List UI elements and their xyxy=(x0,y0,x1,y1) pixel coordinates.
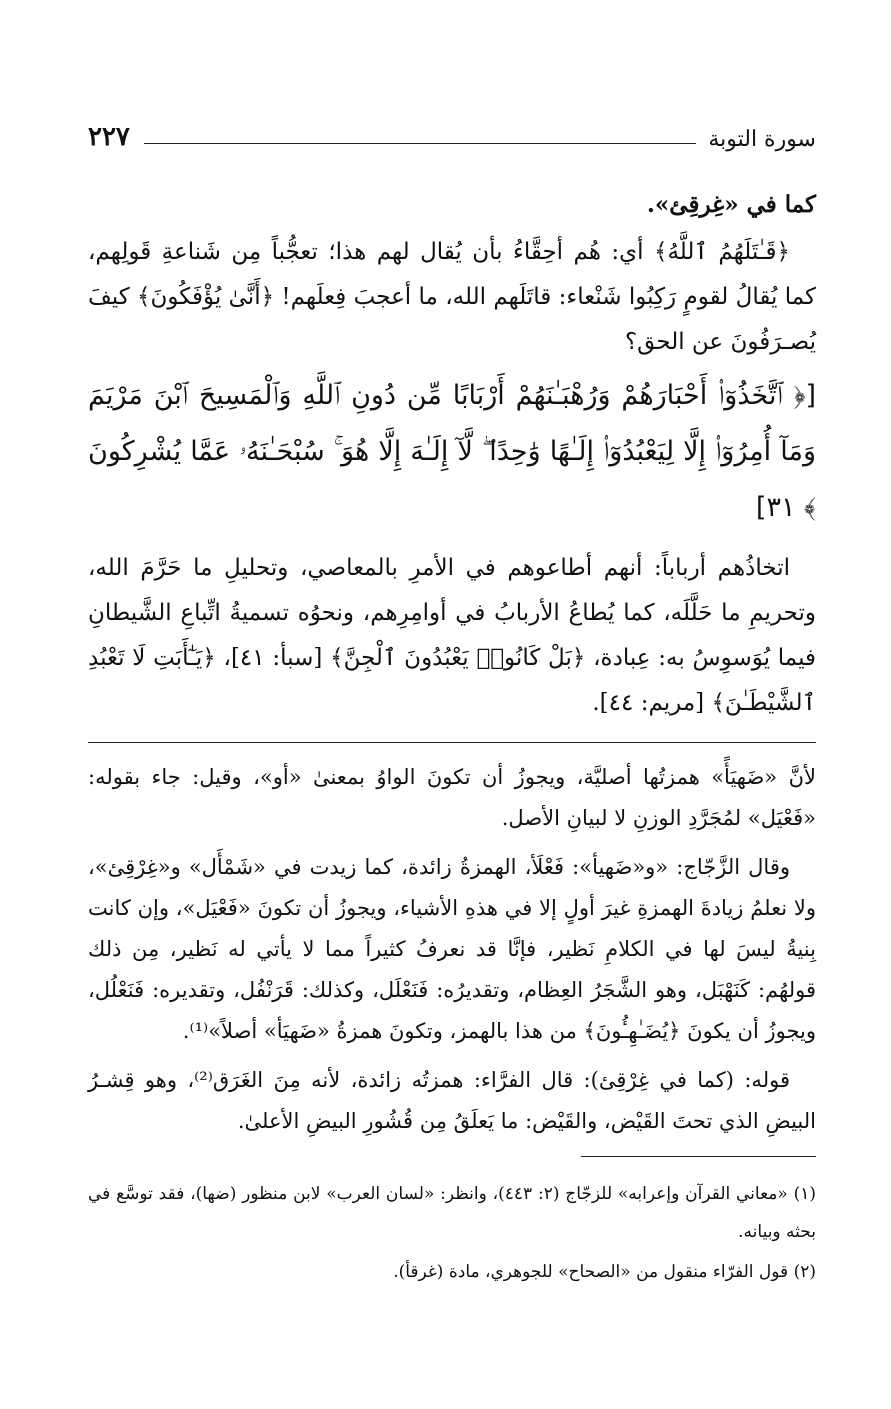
footnote-2: (٢) قول الفرّاء منقول من «الصحاح» للجوهري، مادة (غرقأ). xyxy=(393,1262,816,1282)
book-page xyxy=(88,108,816,1293)
gloss-paragraph-3: قوله: (كما في غِرْقِئ): قال الفرَّاء: همزتُه زائدة، لأنه مِنَ الغَرَق⁽²⁾، وهو قِشـرُ البيضِ الذي تحتَ القَيْض، والقَيْض: ما يَعلَقُ مِن قُشُورِ البيضِ الأعلىٰ. xyxy=(88,1068,816,1133)
main-paragraph-2: ﴿قَـٰتَلَهُمُ ٱللَّهُ﴾ أي: هُم أحِقَّاءُ بأن يُقال لهم هذا؛ تعجُّباً مِن شَناعةِ قَولِهم، كما يُقالُ لقومٍ رَكِبُوا شَنْعاء: قاتَلَهم الله، ما أعجبَ فِعلَهم! ﴿أَنَّىٰ يُؤْفَكُونَ﴾ كيفَ يُصـرَفُونَ عن الحق؟ xyxy=(88,239,816,355)
main-paragraph-3: اتخاذُهم أرباباً: أنهم أطاعوهم في الأمرِ بالمعاصي، وتحليلِ ما حَرَّمَ الله، وتحريمِ ما حَلَّلَه، كما يُطاعُ الأربابُ في أوامِرِهم، ونحوُه تسميةُ اتِّباعِ الشَّيطانِ فيما يُوَسوِسُ به: عِبادة، ﴿بَلْ كَانُوا۟ يَعْبُدُونَ ٱلْجِنَّ﴾ [سبأ: ٤١]، ﴿يَـٰٓأَبَتِ لَا تَعْبُدِ ٱلشَّيْطَـٰنَ﴾ [مريم: ٤٤]. xyxy=(88,555,816,716)
surah-title: سورة التوبة xyxy=(708,127,816,152)
header-rule xyxy=(144,143,696,144)
footnotes xyxy=(88,1175,816,1291)
page-header xyxy=(88,108,816,152)
gloss-paragraph-2: وقال الزَّجّاج: «و«ضَهيأ»: فَعْلَأ، الهمزةُ زائدة، كما زيدت في «شَمْأَل» و«غِرْقِئ»، ولا نعلمُ زيادةَ الهمزةِ غيرَ أولٍ إلا في هذهِ الأشياء، ويجوزُ أن تكونَ «فَعْيَل»، وإن كانت بِنيةُ ليسَ لها في الكلامِ نَظير، فإنَّا قد نعرفُ كثيراً مما لا يأتي له نَظير، مِن ذلك قولهُم: كَنَهْبَل، وهو الشَّجَرُ العِظام، وتقديرُه: فَنَعْلَل، وكذلك: قَرَنْفُل، وتقديره: فَنَعْلُل، ويجوزُ أن يكونَ ﴿يُضَـٰهِـُٔونَ﴾ من هذا بالهمز، وتكونَ همزةُ «ضَهيَأ» أصلاً»⁽¹⁾. xyxy=(88,855,816,1043)
main-commentary xyxy=(88,182,816,726)
footnote-divider xyxy=(581,1156,816,1157)
quran-verse: [﴿ ٱتَّخَذُوٓا۟ أَحْبَارَهُمْ وَرُهْبَـٰنَهُمْ أَرْبَابًا مِّن دُونِ ٱللَّهِ وَٱلْمَسِيحَ ٱبْنَ مَرْيَمَ وَمَآ أُمِرُوٓا۟ إِلَّا لِيَعْبُدُوٓا۟ إِلَـٰهًا وَٰحِدًا ۖ لَّآ إِلَـٰهَ إِلَّا هُوَ ۚ سُبْحَـٰنَهُۥ عَمَّا يُشْرِكُونَ ﴾ ٣١] xyxy=(88,380,816,523)
footnote-1: (١) «معاني القرآن وإعرابه» للزجّاج (٢: ٤٤٣)، وانظر: «لسان العرب» لابن منظور (ضها)، فقد توسَّع في بحثه وبيانه. xyxy=(88,1184,817,1242)
section-divider xyxy=(88,742,816,743)
gloss-paragraph-1: لأنَّ «ضَهيَأً» همزتُها أصليَّة، ويجوزُ أن تكونَ الواوُ بمعنىٰ «أو»، وقيل: جاء بقوله: «فَعْيَل» لمُجَرَّدِ الوزنِ لا لبيانِ الأصل. xyxy=(88,765,816,830)
gloss-section xyxy=(88,757,816,1142)
page-number: ٢٢٧ xyxy=(88,122,130,152)
main-paragraph-1: كما في «غِرقِئ». xyxy=(646,191,816,218)
